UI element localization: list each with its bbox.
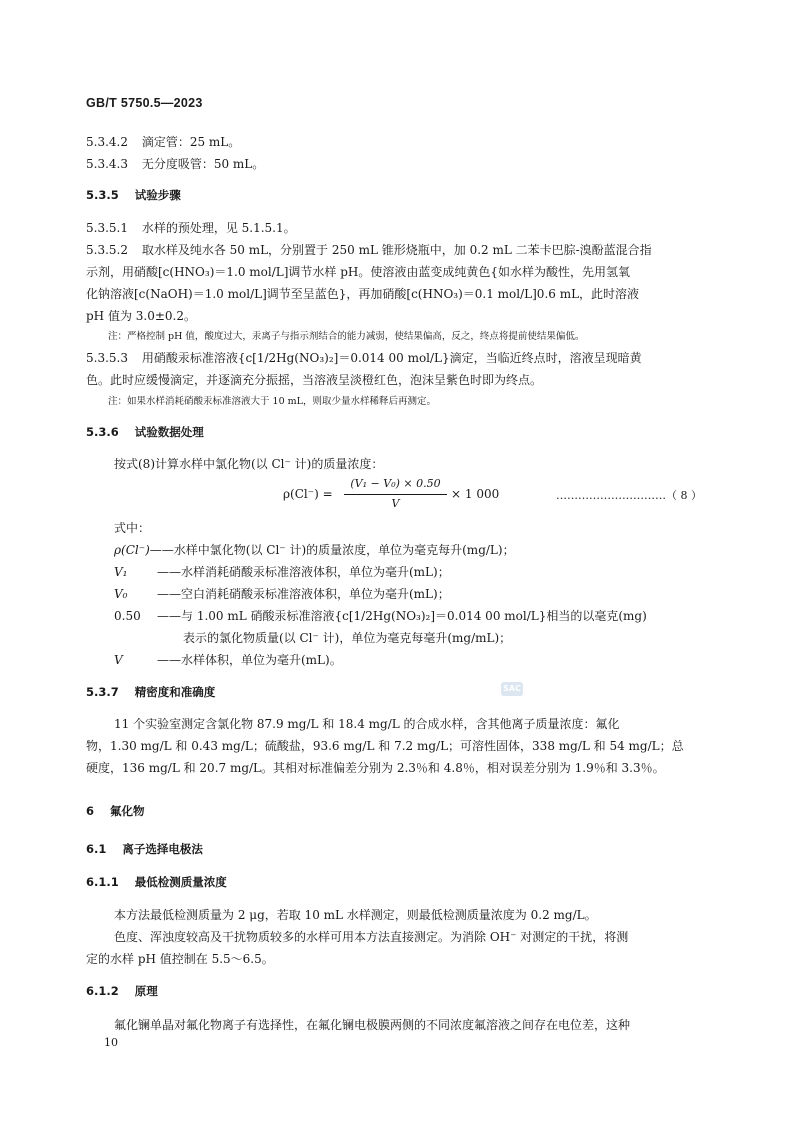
section-number: 6.1.2 xyxy=(86,984,119,998)
step-5352 xyxy=(86,241,652,258)
section-title: 最低检测质量浓度 xyxy=(134,875,227,889)
step-line: 用硝酸汞标准溶液{c[1/2Hg(NO₃)₂]＝0.014 00 mol/L}滴定，当临近终点时，溶液呈现暗黄 xyxy=(141,351,642,365)
var-dash: —— xyxy=(157,587,181,601)
min-detect-line: 色度、浑浊度较高及干扰物质较多的水样可用本方法直接测定。为消除 OH⁻ 对测定的干扰，将测 xyxy=(114,930,629,944)
note: 注：严格控制 pH 值，酸度过大，汞离子与指示剂结合的能力减弱，使结果偏高，反之，终点将提前使结果偏低。 xyxy=(108,331,585,342)
section-title: 精密度和准确度 xyxy=(134,685,216,699)
section-title: 氟化物 xyxy=(110,804,145,818)
var-symbol: ρ(Cl⁻) xyxy=(114,543,150,557)
min-detect-line: 定的水样 pH 值控制在 5.5～6.5。 xyxy=(86,952,274,966)
item-text: 无分度吸管：50 mL。 xyxy=(141,157,265,171)
section-heading-61 xyxy=(86,841,203,857)
step-number: 5.3.5.2 xyxy=(86,243,128,257)
step-line: pH 值为 3.0±0.2。 xyxy=(86,309,196,323)
var-desc: 与 1.00 mL 硝酸汞标准溶液{c[1/2Hg(NO₃)₂]＝0.014 00 mol/L}相当的以毫克(mg) xyxy=(181,609,647,623)
formula-lhs: ρ(Cl⁻) = xyxy=(283,487,333,501)
section-heading-535 xyxy=(86,187,181,203)
var-desc: 水样体积，单位为毫升(mL)。 xyxy=(181,653,342,667)
var-desc-cont: 表示的氯化物质量(以 Cl⁻ 计)，单位为毫克每毫升(mg/mL)； xyxy=(183,631,512,645)
step-5353 xyxy=(86,349,642,366)
section-title: 离子选择电极法 xyxy=(122,842,203,856)
item-number: 5.3.4.3 xyxy=(86,157,128,171)
var-symbol: V₀ xyxy=(114,587,128,601)
section-number: 6.1.1 xyxy=(86,875,119,889)
standard-code: GB/T 5750.5—2023 xyxy=(86,96,203,110)
var-dash: —— xyxy=(157,565,181,579)
item-5342 xyxy=(86,133,240,150)
formula-intro: 按式(8)计算水样中氯化物(以 Cl⁻ 计)的质量浓度： xyxy=(114,457,384,471)
precision-line: 物，1.30 mg/L 和 0.43 mg/L；硫酸盐，93.6 mg/L 和 7.2 mg/L；可溶性固体，338 mg/L 和 54 mg/L；总 xyxy=(86,739,684,753)
var-symbol: 0.50 xyxy=(114,609,141,623)
formula-numerator: (V₁ − V₀) × 0.50 xyxy=(350,477,441,490)
var-dash: —— xyxy=(149,543,174,557)
step-line: 色。此时应缓慢滴定，并逐滴充分振摇，当溶液呈淡橙红色，泡沫呈紫色时即为终点。 xyxy=(86,373,543,387)
section-number: 5.3.6 xyxy=(86,425,119,439)
item-5343 xyxy=(86,155,264,172)
section-heading-537 xyxy=(86,684,215,700)
var-symbol: V₁ xyxy=(114,565,128,579)
section-heading-612 xyxy=(86,983,158,999)
section-title: 试验数据处理 xyxy=(134,425,204,439)
var-desc: 水样消耗硝酸汞标准溶液体积，单位为毫升(mL)； xyxy=(181,565,450,579)
var-symbol: V xyxy=(114,653,123,667)
section-number: 6 xyxy=(86,804,95,818)
section-number: 5.3.7 xyxy=(86,685,119,699)
fraction-bar xyxy=(344,494,447,495)
var-row xyxy=(114,607,647,624)
step-number: 5.3.5.1 xyxy=(86,221,128,235)
var-desc: 空白消耗硝酸汞标准溶液体积，单位为毫升(mL)； xyxy=(181,587,450,601)
section-title: 原理 xyxy=(134,984,158,998)
formula-denominator: V xyxy=(391,497,400,510)
step-line: 化钠溶液[c(NaOH)＝1.0 mol/L]调节至呈蓝色}，再加硝酸[c(HNO₃)＝0.1 mol/L]0.6 mL，此时溶液 xyxy=(86,287,640,301)
section-title: 试验步骤 xyxy=(134,188,181,202)
step-line: 取水样及纯水各 50 mL，分别置于 250 mL 锥形烧瓶中，加 0.2 mL 二苯卡巴腙-溴酚蓝混合指 xyxy=(141,243,652,257)
min-detect-line: 本方法最低检测质量为 2 μg，若取 10 mL 水样测定，则最低检测质量浓度为 0.2 mg/L。 xyxy=(114,908,597,922)
var-row xyxy=(114,585,450,602)
precision-line: 11 个实验室测定含氯化物 87.9 mg/L 和 18.4 mg/L 的合成水样，含其他离子质量浓度：氟化 xyxy=(114,717,620,731)
where-label: 式中： xyxy=(114,521,151,535)
page-number: 10 xyxy=(104,1036,118,1049)
precision-line: 硬度，136 mg/L 和 20.7 mg/L。其相对标准偏差分别为 2.3％和 4.8％，相对误差分别为 1.9％和 3.3％。 xyxy=(86,761,665,775)
var-row xyxy=(114,651,342,668)
var-desc: 水样中氯化物(以 Cl⁻ 计)的质量浓度，单位为毫克每升(mg/L)； xyxy=(173,543,515,557)
var-row xyxy=(114,541,515,558)
section-heading-536 xyxy=(86,424,204,440)
item-number: 5.3.4.2 xyxy=(86,135,128,149)
section-heading-6 xyxy=(86,803,145,819)
step-text: 水样的预处理，见 5.1.5.1。 xyxy=(141,221,296,235)
note: 注：如果水样消耗硝酸汞标准溶液大于 10 mL，则取少量水样稀释后再测定。 xyxy=(108,396,436,407)
equation-number: …………………………（ 8 ） xyxy=(556,489,702,502)
formula-factor: × 1 000 xyxy=(451,487,500,501)
var-dash: —— xyxy=(157,653,181,667)
section-heading-611 xyxy=(86,874,227,890)
principle-line: 氟化镧单晶对氟化物离子有选择性，在氟化镧电极膜两侧的不同浓度氟溶液之间存在电位差，这种 xyxy=(114,1018,631,1032)
step-number: 5.3.5.3 xyxy=(86,351,128,365)
item-text: 滴定管：25 mL。 xyxy=(141,135,241,149)
var-dash: —— xyxy=(157,609,181,623)
var-row xyxy=(114,563,450,580)
section-number: 5.3.5 xyxy=(86,188,119,202)
step-5351 xyxy=(86,219,296,236)
step-line: 示剂，用硝酸[c(HNO₃)＝1.0 mol/L]调节水样 pH。使溶液由蓝变成纯黄色{如水样为酸性，先用氢氧 xyxy=(86,265,631,279)
sac-watermark-logo: SAC xyxy=(501,682,523,696)
section-number: 6.1 xyxy=(86,842,107,856)
